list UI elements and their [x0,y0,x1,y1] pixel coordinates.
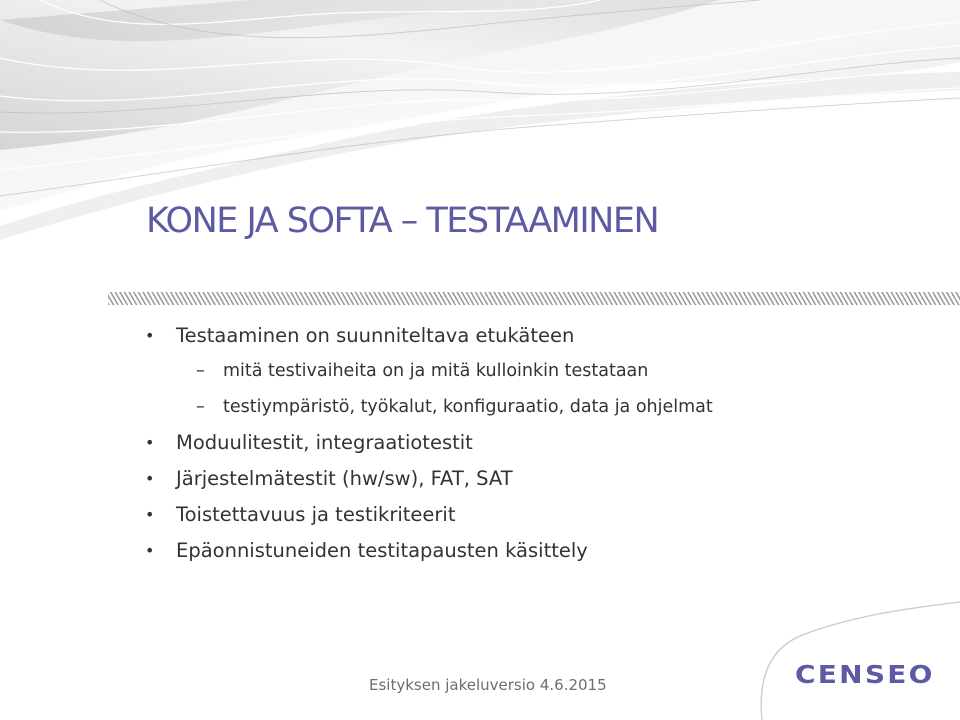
list-item [0,533,713,569]
bullet-marker: • [145,469,155,489]
list-item [0,318,713,354]
list-item-text: Testaaminen on suunniteltava etukäteen [176,324,575,347]
list-item [0,425,713,461]
list-item-text: testiympäristö, työkalut, konfiguraatio, data ja ohjelmat [223,396,713,417]
bullet-list [0,318,713,569]
slide-title: KONE JA SOFTA – TESTAAMINEN [146,201,659,241]
footer-version-text: Esityksen jakeluversio 4.6.2015 [369,676,607,694]
bullet-marker: • [145,326,155,345]
bullet-marker: • [145,504,155,524]
hatched-divider [108,292,960,305]
list-item-text: Toistettavuus ja testikriteerit [176,502,456,526]
dash-marker: – [196,396,205,417]
list-item-text: mitä testivaiheita on ja mitä kulloinkin testataan [223,360,649,381]
list-item-text: Moduulitestit, integraatiotestit [176,431,473,455]
list-item [0,461,713,497]
dash-marker: – [196,360,205,381]
list-item [0,497,713,533]
list-item [0,390,713,426]
list-item-text: Järjestelmätestit (hw/sw), FAT, SAT [176,467,513,491]
bullet-marker: • [145,540,155,560]
list-item [0,354,713,390]
bullet-marker: • [145,433,155,453]
list-item-text: Epäonnistuneiden testitapausten käsittely [176,538,588,562]
censeo-logo: CENSEO [795,660,935,689]
